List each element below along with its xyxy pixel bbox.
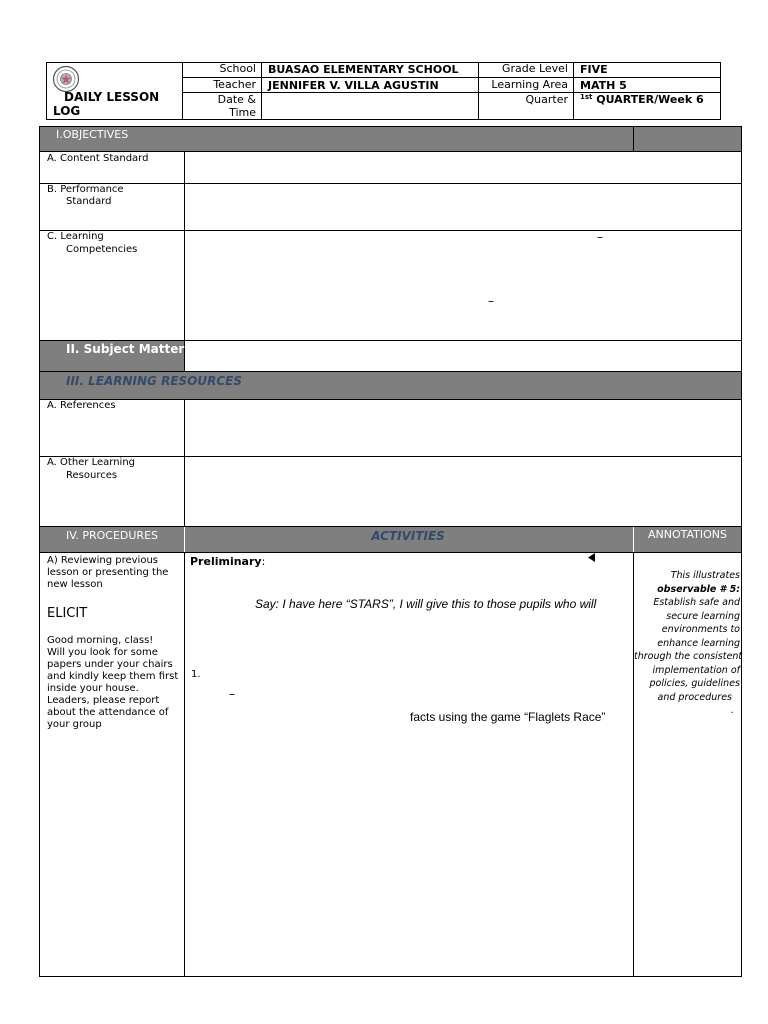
quarter-label: Quarter [525,93,568,106]
annotation-line-5: environments to [661,624,740,635]
review-label-1: A) Reviewing previous [47,555,158,566]
left-line-5: inside your house. [47,683,139,694]
annotations-heading: ANNOTATIONS [647,528,727,541]
procedures-heading: IV. PROCEDURES [66,529,159,542]
annotation-line-8: implementation of [652,664,740,676]
activity-dash: – [229,687,235,701]
left-line-8: your group [47,719,102,730]
dll-title-line1: DAILY LESSON [64,90,160,104]
other-resources-label-1: A. Other Learning [47,457,136,468]
school-value: BUASAO ELEMENTARY SCHOOL [268,63,459,76]
activities-heading: ACTIVITIES [371,529,445,543]
annotation-line-6: enhance learning [657,637,740,649]
teacher-value: JENNIFER V. VILLA AGUSTIN [268,79,439,92]
dll-title-line2: LOG [53,104,81,118]
datetime-label-2: Time [229,106,256,119]
annotation-line-3: Establish safe and [653,597,740,608]
preliminary-label [190,555,265,568]
competencies-label-1: C. Learning [47,231,104,242]
left-line-1: Good morning, class! [47,635,154,646]
competencies-label-2: Competencies [66,244,138,255]
performance-label-1: B. Performance [47,184,124,195]
left-line-2: Will you look for some [47,647,158,658]
say-line: Say: I have here “STARS”, I will give this to those pupils who will [255,597,597,611]
facts-line: facts using the game “Flaglets Race” [410,710,606,724]
left-line-4: and kindly keep them first [47,671,179,682]
annotation-line-2: observable # 5: [657,583,740,595]
quarter-sup: 1st [580,93,593,101]
left-line-6: Leaders, please report [47,695,160,706]
other-resources-label-2: Resources [66,470,118,481]
preliminary-colon: : [261,555,266,568]
annotation-line-1: This illustrates [670,570,740,581]
quarter-value [580,93,704,106]
competency-dash-2: – [488,294,494,308]
references-label: A. References [47,400,116,411]
objectives-header-bar [40,127,741,151]
content-standard-label: A. Content Standard [47,153,149,164]
annotation-text [634,569,743,718]
quarter-text: QUARTER/Week 6 [596,93,704,106]
school-label: School [219,62,256,75]
annotation-line-7: through the consistent [634,651,743,662]
area-value: MATH 5 [580,79,627,92]
review-label-2: lesson or presenting the [47,567,169,578]
review-label-3: new lesson [47,579,103,590]
competency-dash-1: – [597,230,603,244]
area-label: Learning Area [491,78,568,91]
annotation-line-9: policies, guidelines [649,678,740,689]
datetime-label-1: Date & [217,93,256,106]
performance-label-2: Standard [66,196,112,207]
left-line-3: papers under your chairs [47,659,173,670]
deped-seal-logo [52,65,80,93]
resources-heading: III. LEARNING RESOURCES [66,374,242,388]
triangle-marker-icon [588,553,596,562]
item-1-number: 1. [191,669,201,680]
preliminary-word: Preliminary [190,555,262,568]
elicit-label: ELICIT [47,606,88,621]
teacher-label: Teacher [213,78,256,91]
annotation-line-10: and procedures [657,691,732,703]
annotation-line-4: secure learning [666,610,740,622]
grade-label: Grade Level [501,62,568,75]
left-line-7: about the attendance of [47,707,169,718]
grade-value: FIVE [580,63,608,76]
objectives-heading: I.OBJECTIVES [56,128,129,141]
subject-matter-heading: II. Subject Matter: [66,342,190,356]
annotation-line-11: . [730,705,734,716]
